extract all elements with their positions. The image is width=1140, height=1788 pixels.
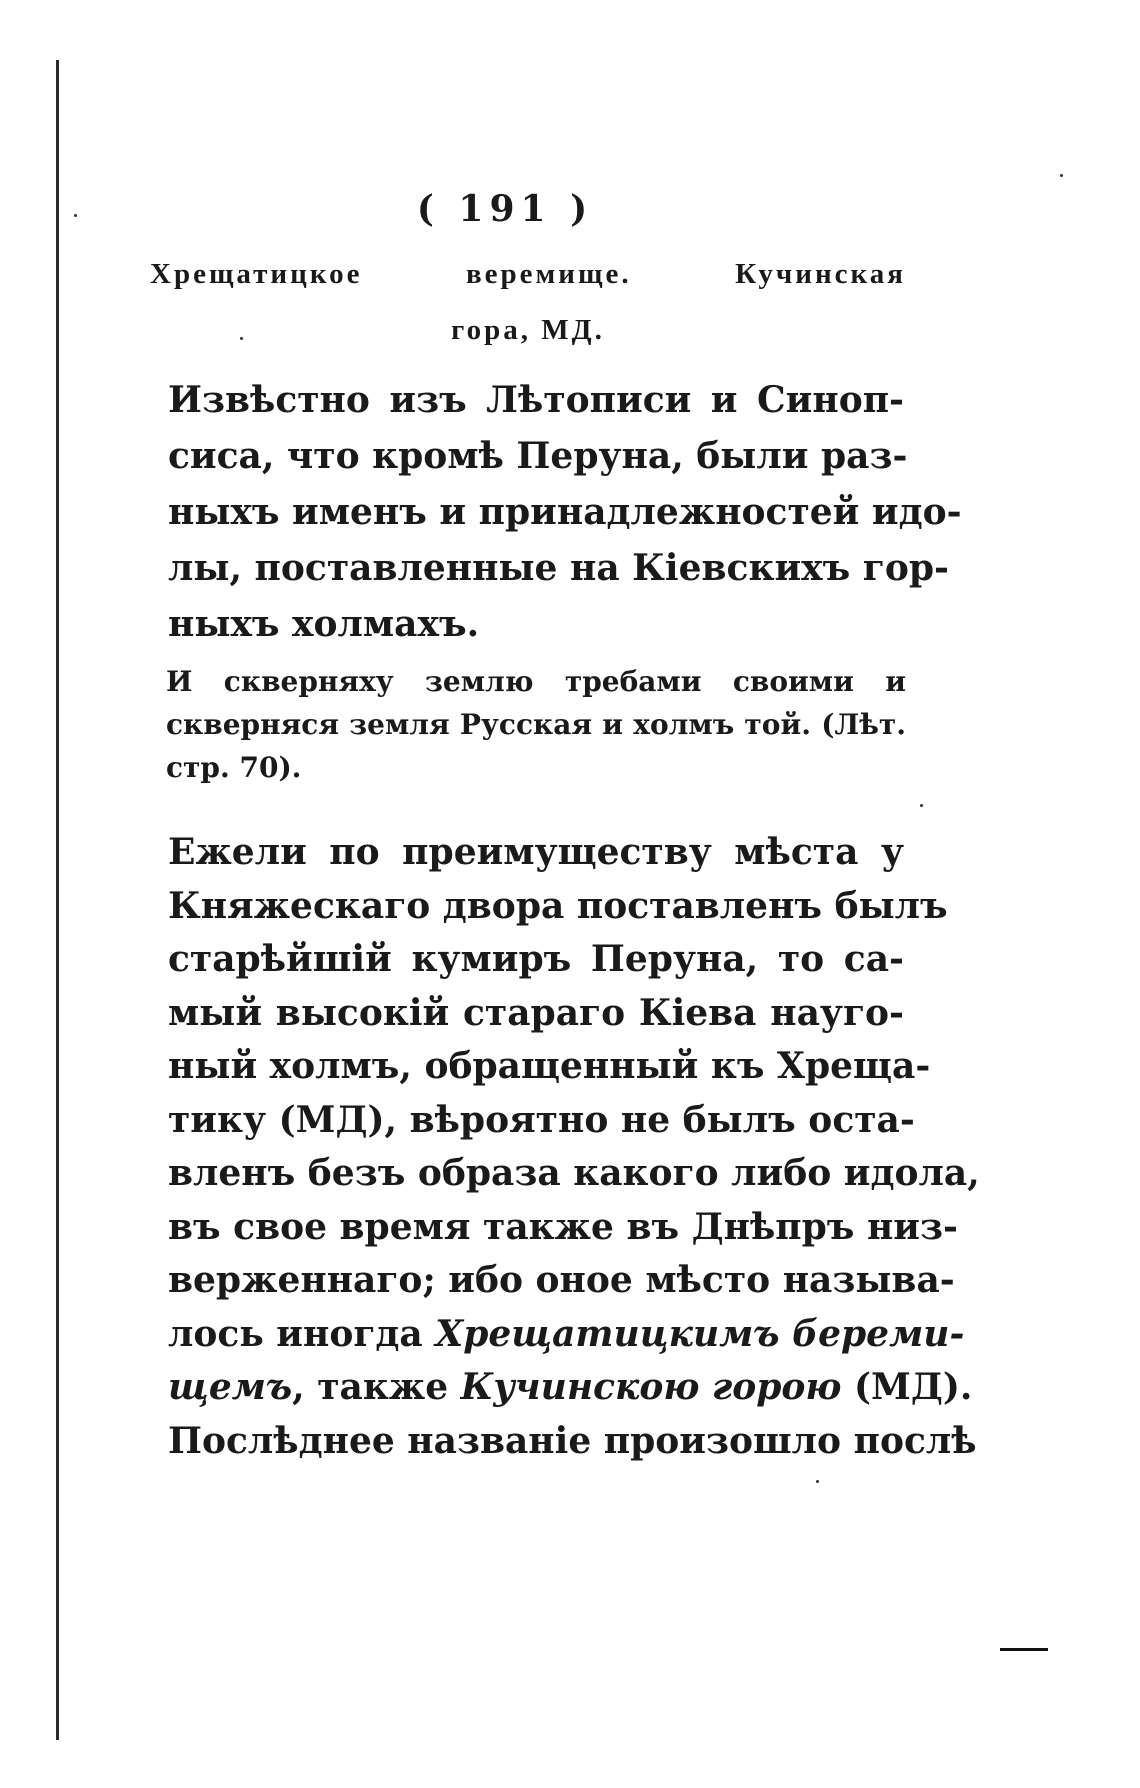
text-line: лы, поставленные на Кіевскихъ гор- [168,547,949,589]
text-line: старѣйшій кумиръ Перуна, то са- [168,938,904,980]
text-line: Извѣстно изъ Лѣтописи и Синоп- [168,379,904,421]
text-line: Княжескаго двора поставленъ былъ [168,884,948,927]
quote-line: И скверняху землю требами своими и [166,665,906,698]
page-number: ( 191 ) [416,188,594,230]
italic-place-name: щемъ [168,1366,293,1408]
text-line: сиса, что кромѣ Перуна, были раз- [168,435,908,477]
chronicle-quote [166,660,906,789]
text-line: въ свое время также въ Днѣпръ низ- [168,1205,958,1248]
text-line: вленъ безъ образа какого либо идола, [168,1152,980,1194]
binding-edge-line [56,60,59,1740]
scan-speck [74,214,77,217]
page-edge-mark [1000,1648,1048,1651]
scan-speck [816,1480,819,1483]
text-line [168,1308,965,1362]
text-run: (МД). [841,1366,973,1408]
text-line: тику (МД), вѣроятно не былъ оста- [168,1098,915,1141]
quote-line: стр. 70). [166,751,302,784]
text-run: лось иногда [168,1312,436,1355]
paragraph-2 [168,826,980,1468]
section-heading-subline: гора, МД. [451,314,605,346]
text-line: Послѣднее названіе произошло послѣ [168,1419,977,1462]
paragraph-1 [168,372,962,652]
text-run: , также [292,1366,461,1408]
text-line: ный холмъ, обращенный къ Хреща- [168,1045,931,1087]
text-line: мый высокій стараго Кіева науго- [168,991,904,1034]
text-line: ныхъ холмахъ. [168,603,480,645]
text-line: Ежели по преимуществу мѣста у [168,831,904,873]
quote-line: скверняся земля Русская и холмъ той. (Лѣт. [166,708,906,741]
text-line [168,1361,973,1415]
scan-speck [920,804,923,807]
text-line: верженнаго; ибо оное мѣсто называ- [168,1259,955,1301]
italic-place-name: Хрещатицкимъ береми- [435,1312,965,1355]
scan-speck [1060,174,1063,177]
section-heading: Хрещатицкое веремище. Кучинская [150,258,906,290]
text-line: ныхъ именъ и принадлежностей идо- [168,491,962,533]
italic-place-name: Кучинскою горою [460,1366,842,1408]
